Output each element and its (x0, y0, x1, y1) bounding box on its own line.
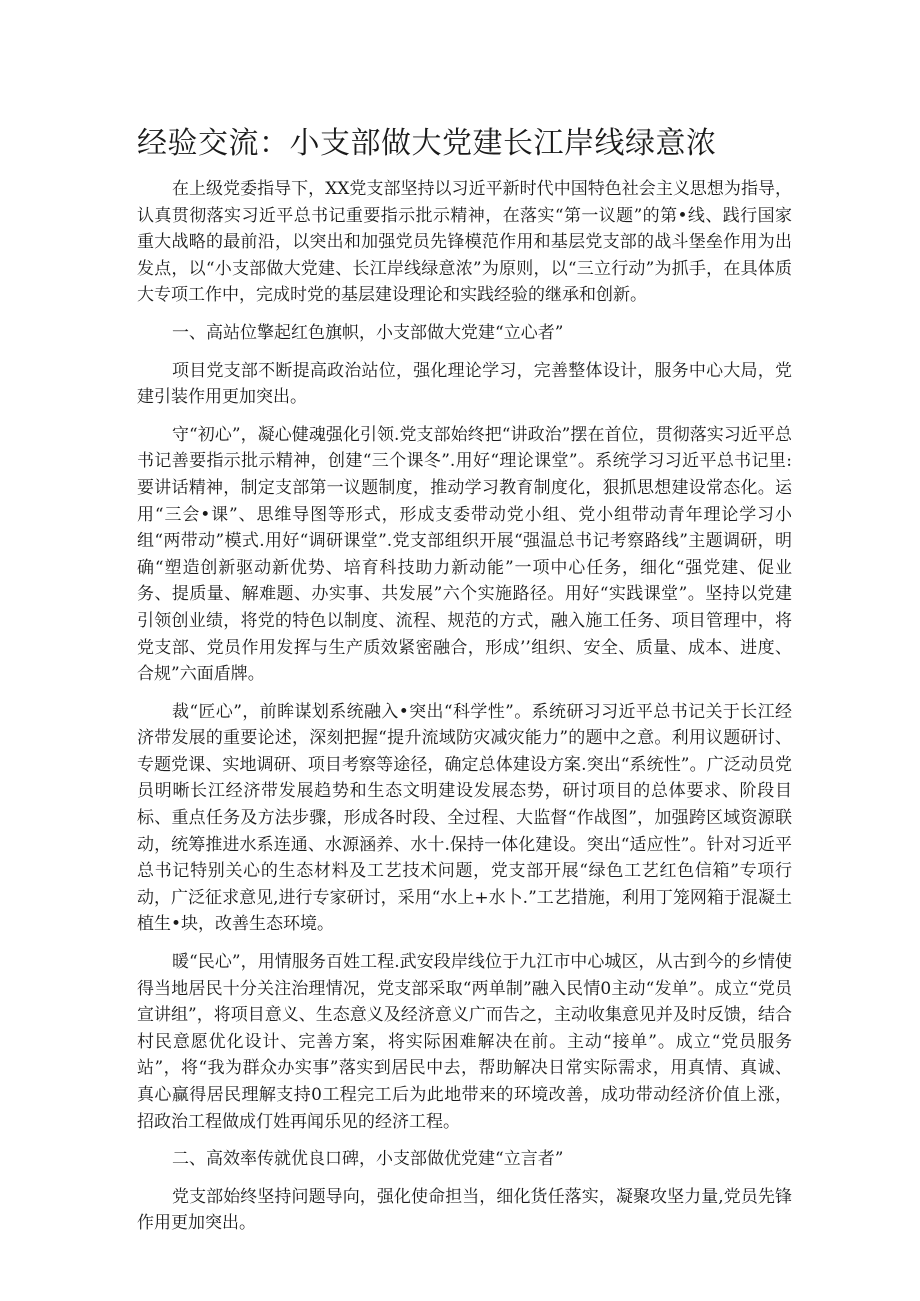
intro-paragraph: 在上级党委指导下，XX党支部坚持以习近平新时代中国特色社会主义思想为指导，认真贯彻落实习近平总书记重要指示批示精神，在落实“第一议题”的第•线、践行国家重大战略的最前沿，以突出和加强党员先锋模范作用和基层党支部的战斗堡垒作用为出发点，以“小支部做大党建、长江岸线绿意浓”为原则，以“三立行动”为抓手，在具体质大专项工作中，完成时党的基层建设理论和实践经验的继承和创新。 (137, 179, 792, 306)
document-title: 经验交流：小支部做大党建长江岸线绿意浓 (137, 126, 717, 161)
section-2-summary-paragraph: 党支部始终坚持问题导向，强化使命担当，细化货任落实，凝聚攻坚力量,党员先锋作用更加突出。 (137, 1186, 792, 1234)
document-page (137, 120, 792, 1248)
section-heading-1: 一、高站位擎起红色旗帜，小支部做大党建“立心者” (172, 322, 564, 343)
chuxin-paragraph: 守“初心”，凝心健魂强化引领.党支部始终把“讲政治”摆在首位，贯彻落实习近平总书记善要指示批示精神，创建“三个课冬”.用好“理论课堂”。系统学习习近平总书记里:要讲话精神，制定支部第一议题制度，推动学习教育制度化，狠抓思想建设常态化。运用“三会•课”、思维导图等形式，形成支委带动党小组、党小组带动青年理论学习小组“两带动”模式.用好“调研课堂”.党支部组织开展“强温总书记考察路线”主题调研，明确“塑造创新驱动新优势、培育科技助力新动能”一项中心任务，细化“强党建、促业务、提质量、解难题、办实事、共发展”六个实施路径。用好“实践课堂”。坚持以党建引领创业绩，将党的特色以制度、流程、规范的方式，融入施工任务、项目管理中，将党支部、党员作用发挥与生产质效紧密融合，形成’’组织、安全、质量、成本、进度、合规”六面盾牌。 (137, 424, 792, 685)
jiangxin-paragraph: 裁“匠心”，前眸谋划系统融入•突出“科学性”。系统研习习近平总书记关于长江经济带发展的重要论述，深刻把握“提升流域防灾减灾能力”的题中之意。利用议题研讨、专题党课、实地调研、项目考察等途径，确定总体建设方案.突出“系统性”。广泛动员党员明晰长江经济带发展趋势和生态文明建设发展态势，研讨项目的总体要求、阶段目标、重点任务及方法步骤，形成各时段、全过程、大监督“作战图”，加强跨区域资源联动，统筹推进水系连通、水源涵养、水十.保持一体化建设。突出“适应性”。针对习近平总书记特别关心的生态材料及工艺技术问题，党支部开展“绿色工艺红色信箱”专项行动，广泛征求意见,进行专家研讨，采用“水上+水卜.”工艺措施，利用丁笼网箱于混凝土植生•块，改善生态环境。 (137, 701, 792, 935)
minxin-paragraph: 暖“民心”，用情服务百姓工程.武安段岸线位于九江市中心城区，从古到今的乡情使得当地居民十分关注治理情况，党支部采取“两单制”融入民情0主动“发单”。成立“党员宣讲组”，将项目意义、生态意义及经济意义广而告之，主动收集意见并及时反馈，结合村民意愿优化设计、完善方案，将实际困难解决在前。主动“接单”。成立“党员服务站”，将“我为群众办实事”落实到居民中去，帮助解决日常实际需求，用真情、真诚、真心赢得居民理解支持0工程完工后为此地带来的环境改善，成功带动经济价值上涨，招政治工程做成仃姓再闻乐见的经济工程。 (137, 952, 792, 1132)
section-1-summary-paragraph: 项目党支部不断提高政治站位，强化理论学习，完善整体设计，服务中心大局，党建引装作用更加突出。 (137, 360, 792, 408)
section-heading-2: 二、高效率传就优良口碑，小支部做优党建“立言者” (172, 1149, 564, 1170)
